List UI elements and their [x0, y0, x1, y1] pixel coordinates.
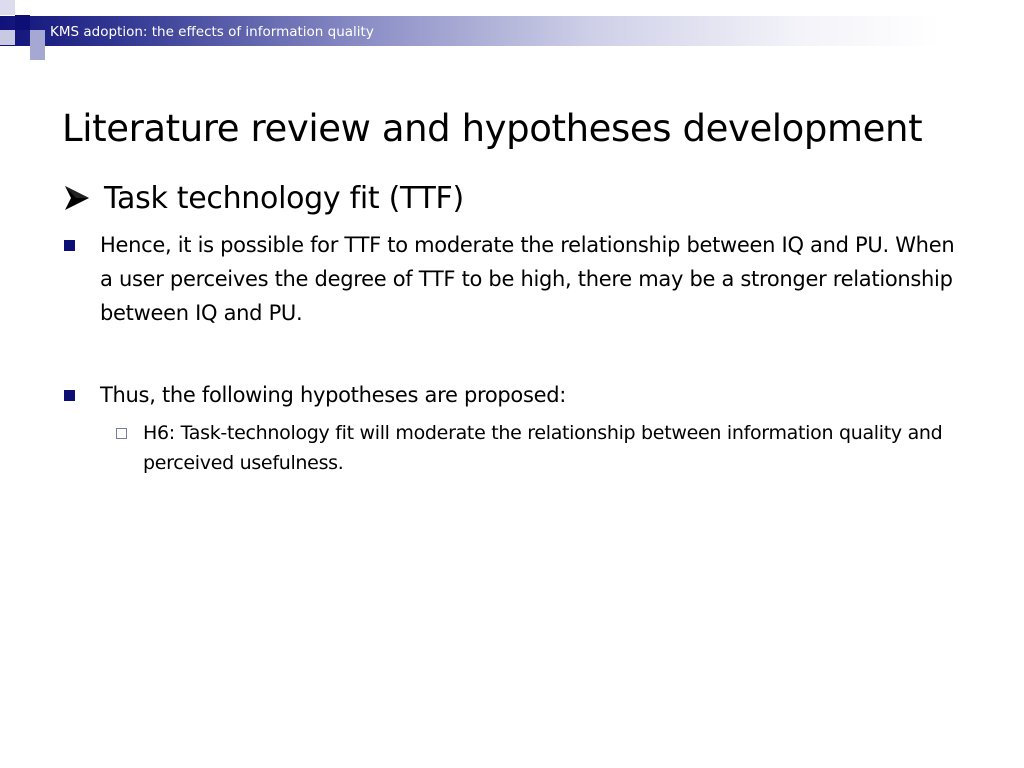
sub-bullet-item — [116, 418, 966, 478]
section-heading-text: Task technology fit (TTF) — [104, 180, 464, 216]
slide-title: Literature review and hypotheses development — [62, 107, 923, 150]
bullet-item — [62, 378, 962, 412]
hollow-square-bullet-icon — [116, 428, 127, 439]
arrowhead-bullet-icon — [62, 183, 92, 213]
logo-square — [15, 15, 30, 30]
logo-square — [0, 30, 15, 45]
bullet-text: Thus, the following hypotheses are proposed: — [100, 383, 567, 407]
sub-bullet-text: H6: Task-technology fit will moderate the relationship between information quality and perceived usefulness. — [143, 422, 943, 474]
logo-square — [30, 45, 45, 60]
logo-square — [0, 0, 15, 15]
header-title: KMS adoption: the effects of information quality — [50, 24, 374, 40]
bullet-item — [62, 228, 962, 330]
square-bullet-icon — [64, 240, 75, 251]
square-bullet-icon — [64, 390, 75, 401]
bullet-text: Hence, it is possible for TTF to moderate the relationship between IQ and PU. When a user perceives the degree of TTF to be high, there may be a stronger relationship between IQ and PU. — [100, 233, 955, 325]
logo-square — [30, 30, 45, 45]
section-heading — [62, 176, 464, 220]
